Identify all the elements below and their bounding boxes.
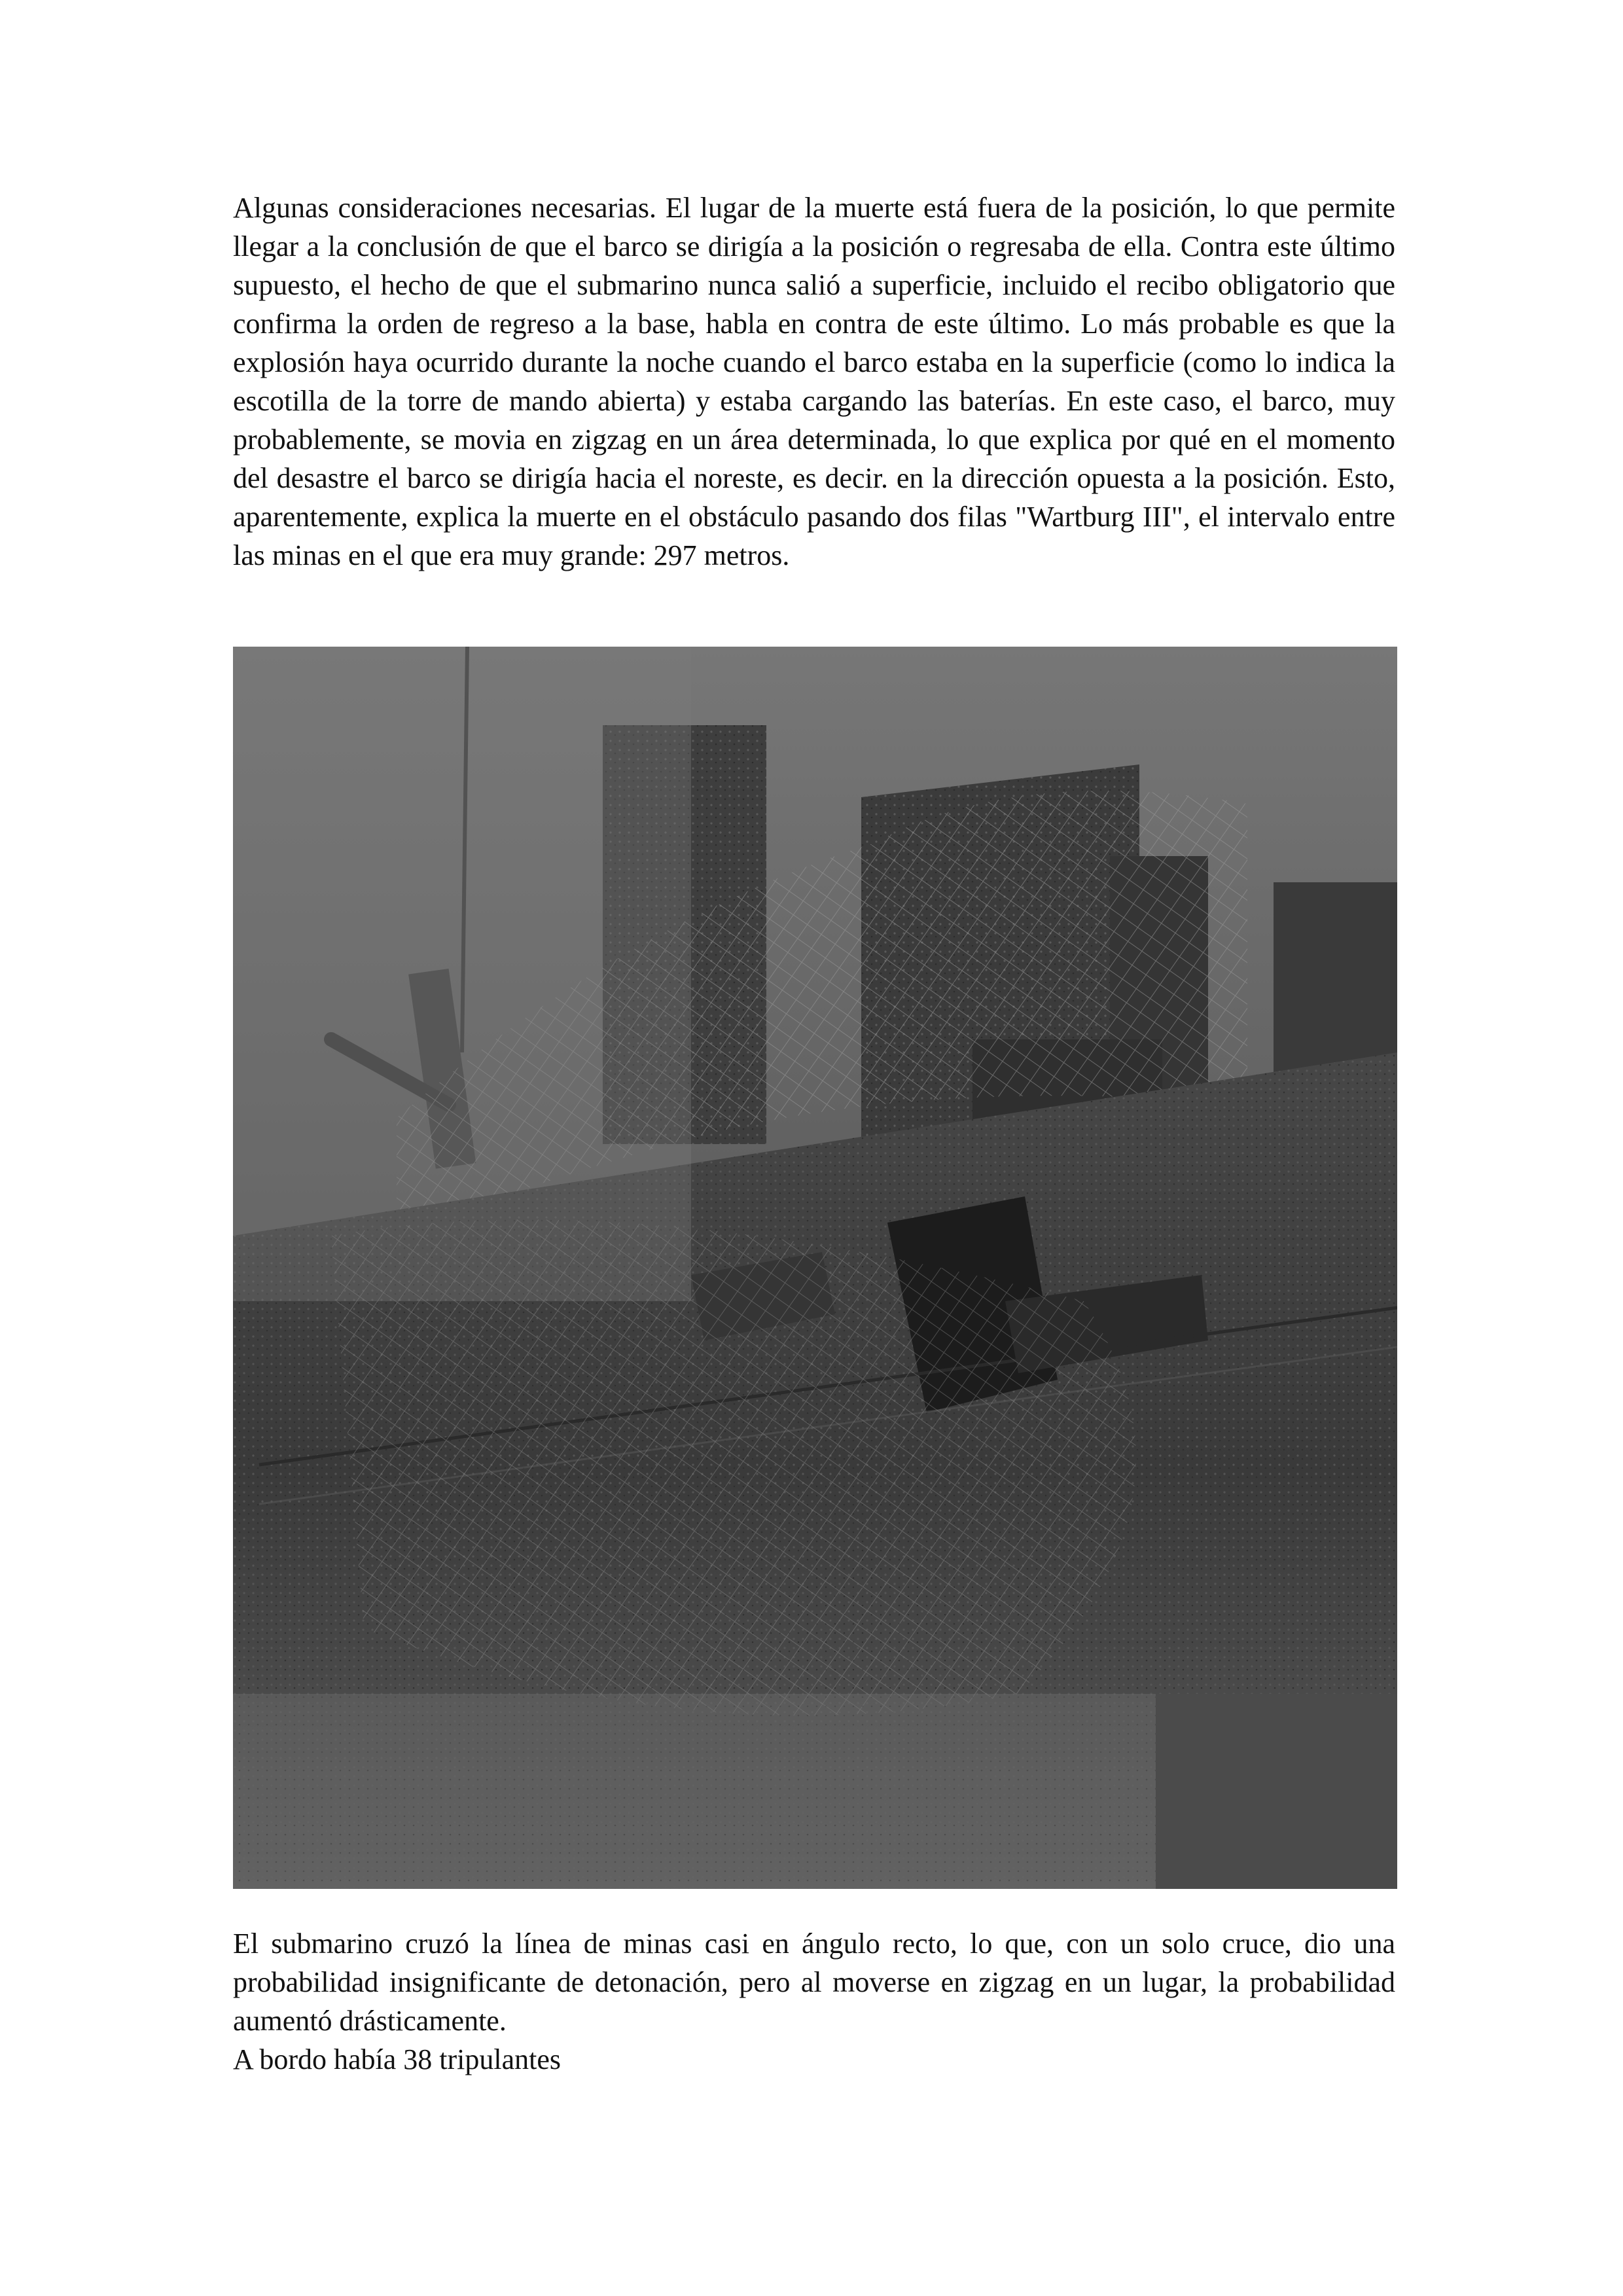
shipwreck-photo (233, 647, 1397, 1889)
paragraph-top: Algunas consideraciones necesarias. El lugar de la muerte está fuera de la posición, lo que permite llegar a la conclusión de que el barco se dirigía a la posición o regresaba de ella. Contra este último supuesto, el hecho de que el submarino nunca salió a superficie, incluido el recibo obligatorio que confirma la orden de regreso a la base, habla en contra de este último. Lo más probable es que la explosión haya ocurrido durante la noche cuando el barco estaba en la superficie (como lo indica la escotilla de la torre de mando abierta) y estaba cargando las baterías. En este caso, el barco, muy probablemente, se movia en zigzag en un área determinada, lo que explica por qué en el momento del desastre el barco se dirigía hacia el noreste, es decir. en la dirección opuesta a la posición. Esto, aparentemente, explica la muerte en el obstáculo pasando dos filas "Wartburg III", el intervalo entre las minas en el que era muy grande: 297 metros. (233, 192, 1395, 571)
paragraph-bottom: El submarino cruzó la línea de minas casi en ángulo recto, lo que, con un solo cruce, dio una probabilidad insignificante de detonación, pero al moverse en zigzag en un lugar, la probabilidad aumentó drásticamente. (233, 1928, 1395, 2037)
closing-line: A bordo había 38 tripulantes (233, 2043, 562, 2075)
body-text-top (233, 188, 1395, 575)
body-text-bottom (233, 1924, 1395, 2079)
